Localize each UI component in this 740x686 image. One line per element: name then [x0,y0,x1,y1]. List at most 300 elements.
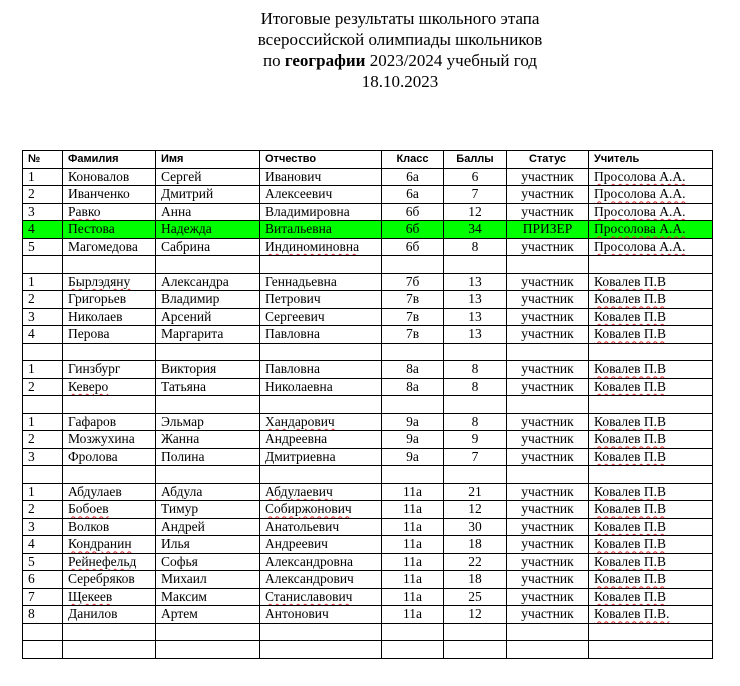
cell-status [507,466,589,484]
cell-score: 21 [444,483,507,501]
cell-patronymic [260,623,382,641]
cell-text: Ковалев П.В. [594,606,670,622]
cell-patronymic [260,466,382,484]
cell-teacher [589,221,713,239]
cell-number: 5 [23,238,63,256]
table-row [23,413,713,431]
cell-surname [63,588,156,606]
cell-status: участник [507,501,589,519]
cell-number: 2 [23,378,63,396]
cell-teacher [589,553,713,571]
cell-score: 13 [444,273,507,291]
cell-status: участник [507,518,589,536]
cell-teacher [589,343,713,361]
cell-surname [63,536,156,554]
cell-grade [382,623,444,641]
cell-grade [382,641,444,659]
cell-text: Ковалев П.В [594,308,666,324]
cell-patronymic: Александровна [260,553,382,571]
cell-teacher [589,606,713,624]
cell-status: участник [507,553,589,571]
cell-status: участник [507,588,589,606]
cell-text: Ковалев П.В [594,291,666,307]
empty-row [23,623,713,641]
cell-text: Просолова А.А. [594,168,686,184]
cell-patronymic: Алексеевич [260,186,382,204]
cell-surname: Григорьев [63,291,156,309]
cell-patronymic: Витальевна [260,221,382,239]
cell-name: Владимир [156,291,260,309]
cell-text: Ковалев П.В [594,483,666,499]
cell-surname [63,641,156,659]
table-row [23,448,713,466]
cell-status [507,343,589,361]
cell-status: участник [507,571,589,589]
cell-grade [382,396,444,414]
cell-patronymic: Павловна [260,326,382,344]
cell-grade [382,466,444,484]
cell-text: Просолова А.А. [594,238,686,254]
cell-grade: 11а [382,518,444,536]
cell-grade: 11а [382,571,444,589]
cell-patronymic: Петрович [260,291,382,309]
table-row [23,553,713,571]
cell-text: Рейнефельд [68,553,137,569]
table-row [23,168,713,186]
cell-patronymic: Александрович [260,571,382,589]
cell-name: Татьяна [156,378,260,396]
empty-row [23,256,713,274]
cell-text: Щекеев [68,588,113,604]
cell-grade: 8а [382,378,444,396]
cell-number: 2 [23,501,63,519]
cell-surname: Фролова [63,448,156,466]
cell-teacher [589,308,713,326]
table-row [23,326,713,344]
cell-patronymic: Сергеевич [260,308,382,326]
cell-patronymic [260,396,382,414]
cell-status: участник [507,378,589,396]
cell-name: Александра [156,273,260,291]
cell-score: 30 [444,518,507,536]
cell-number: 4 [23,221,63,239]
cell-teacher [589,483,713,501]
cell-text: Ковалев П.В [594,431,666,447]
cell-grade: 11а [382,553,444,571]
cell-grade: 8а [382,361,444,379]
cell-number: 1 [23,273,63,291]
results-table [22,150,713,659]
cell-status: участник [507,483,589,501]
cell-surname [63,273,156,291]
cell-name: Артем [156,606,260,624]
table-row [23,221,713,239]
cell-surname: Магомедова [63,238,156,256]
header-status: Статус [507,151,589,169]
cell-status: участник [507,431,589,449]
cell-grade: 6а [382,186,444,204]
cell-name: Анна [156,203,260,221]
table-row [23,273,713,291]
cell-surname [63,343,156,361]
cell-name [156,396,260,414]
cell-text: Кондранин [68,536,132,552]
cell-teacher [589,571,713,589]
cell-score [444,623,507,641]
cell-surname [63,396,156,414]
cell-status: участник [507,186,589,204]
cell-status: участник [507,308,589,326]
cell-grade: 11а [382,501,444,519]
cell-teacher [589,641,713,659]
cell-grade: 11а [382,588,444,606]
empty-row [23,396,713,414]
cell-name: Михаил [156,571,260,589]
header-teacher: Учитель [589,151,713,169]
cell-name: Арсений [156,308,260,326]
cell-patronymic: Дмитриевна [260,448,382,466]
cell-text: Просолова А.А. [594,186,686,202]
cell-text: Ковалев П.В [594,571,666,587]
empty-row [23,466,713,484]
empty-row [23,641,713,659]
cell-surname [63,553,156,571]
cell-teacher [589,361,713,379]
cell-number [23,466,63,484]
header-patronymic: Отчество [260,151,382,169]
cell-text: Ковалев П.В [594,553,666,569]
cell-teacher [589,623,713,641]
cell-status: участник [507,326,589,344]
cell-surname: Гинзбург [63,361,156,379]
table-row [23,238,713,256]
cell-score: 8 [444,413,507,431]
cell-text: Ковалев П.В [594,326,666,342]
table-row [23,606,713,624]
cell-teacher [589,186,713,204]
cell-grade: 9а [382,431,444,449]
cell-patronymic: Павловна [260,361,382,379]
cell-number: 8 [23,606,63,624]
cell-patronymic: Андреевна [260,431,382,449]
cell-name [156,343,260,361]
cell-name [156,256,260,274]
table-row [23,186,713,204]
cell-name: Тимур [156,501,260,519]
title-line-3 [0,50,740,71]
cell-teacher [589,518,713,536]
cell-grade: 11а [382,536,444,554]
cell-number: 1 [23,483,63,501]
cell-number [23,343,63,361]
title-suffix: 2023/2024 учебный год [365,51,537,70]
cell-name: Илья [156,536,260,554]
table-row [23,308,713,326]
cell-name: Сабрина [156,238,260,256]
cell-text: Просолова А.А. [594,203,686,219]
results-body [23,168,713,658]
cell-score: 12 [444,501,507,519]
cell-score: 7 [444,186,507,204]
cell-surname [63,501,156,519]
cell-name: Максим [156,588,260,606]
cell-text: Хандарович [265,413,335,429]
table-row [23,361,713,379]
cell-teacher [589,501,713,519]
cell-grade: 7б [382,273,444,291]
cell-score: 8 [444,238,507,256]
cell-text: Собиржонович [265,501,352,517]
cell-surname [63,378,156,396]
cell-status: участник [507,238,589,256]
header-score: Баллы [444,151,507,169]
cell-teacher [589,326,713,344]
header-row [23,151,713,169]
cell-name [156,466,260,484]
table-row [23,501,713,519]
table-row [23,518,713,536]
cell-text: Ковалев П.В [594,273,666,289]
cell-teacher [589,413,713,431]
cell-grade: 6б [382,203,444,221]
cell-grade: 6а [382,168,444,186]
cell-name: Абдула [156,483,260,501]
cell-text: Ковалев П.В [594,361,666,377]
cell-text: Просолова А.А. [594,221,686,237]
cell-teacher [589,256,713,274]
cell-score: 18 [444,571,507,589]
cell-score: 22 [444,553,507,571]
title-line-2: всероссийской олимпиады школьников [257,30,543,49]
header-number: № [23,151,63,169]
cell-name [156,623,260,641]
cell-number: 3 [23,518,63,536]
title-line-1: Итоговые результаты школьного этапа [260,9,540,28]
cell-number [23,396,63,414]
cell-grade: 7в [382,308,444,326]
cell-patronymic: Анатольевич [260,518,382,536]
cell-patronymic [260,256,382,274]
cell-teacher [589,273,713,291]
cell-name: Полина [156,448,260,466]
cell-text: Абдулаевич [265,483,333,499]
cell-name: Виктория [156,361,260,379]
cell-number: 5 [23,553,63,571]
cell-surname: Перова [63,326,156,344]
cell-status [507,641,589,659]
cell-grade: 11а [382,606,444,624]
cell-surname [63,256,156,274]
cell-teacher [589,168,713,186]
cell-number: 4 [23,536,63,554]
cell-patronymic: Николаевна [260,378,382,396]
cell-text: Ковалев П.В [594,378,666,394]
table-row [23,483,713,501]
cell-patronymic [260,343,382,361]
cell-text: Ковалев П.В [594,501,666,517]
cell-score [444,641,507,659]
cell-surname: Николаев [63,308,156,326]
header-name: Имя [156,151,260,169]
cell-surname: Иванченко [63,186,156,204]
cell-score: 13 [444,308,507,326]
cell-number: 2 [23,291,63,309]
cell-surname [63,203,156,221]
cell-number: 1 [23,168,63,186]
cell-score: 6 [444,168,507,186]
cell-text: Индиноминовна [265,238,360,254]
cell-patronymic: Владимировна [260,203,382,221]
cell-name: Эльмар [156,413,260,431]
table-row [23,291,713,309]
cell-grade: 7в [382,326,444,344]
cell-status: участник [507,291,589,309]
cell-grade: 9а [382,448,444,466]
cell-patronymic [260,641,382,659]
cell-grade: 6б [382,238,444,256]
cell-number: 2 [23,431,63,449]
cell-teacher [589,588,713,606]
cell-surname: Абдулаев [63,483,156,501]
cell-teacher [589,466,713,484]
cell-status: участник [507,413,589,431]
cell-surname [63,466,156,484]
cell-text: Ковалев П.В [594,448,666,464]
cell-number: 3 [23,308,63,326]
cell-score: 34 [444,221,507,239]
cell-teacher [589,238,713,256]
cell-score [444,256,507,274]
cell-number: 1 [23,413,63,431]
cell-score: 8 [444,361,507,379]
cell-status: участник [507,168,589,186]
empty-row [23,343,713,361]
cell-patronymic [260,483,382,501]
cell-text: Ковалев П.В [594,588,666,604]
cell-number: 3 [23,203,63,221]
title-date: 18.10.2023 [361,72,439,91]
cell-status: участник [507,536,589,554]
cell-number: 6 [23,571,63,589]
table-row [23,431,713,449]
cell-score: 9 [444,431,507,449]
cell-number: 7 [23,588,63,606]
cell-grade: 9а [382,413,444,431]
cell-teacher [589,396,713,414]
cell-grade: 7в [382,291,444,309]
cell-status [507,623,589,641]
cell-text: Бырлэдяну [68,273,131,289]
cell-score: 18 [444,536,507,554]
cell-text: Ковалев П.В [594,536,666,552]
cell-status [507,256,589,274]
cell-score: 12 [444,606,507,624]
cell-score: 13 [444,326,507,344]
cell-teacher [589,378,713,396]
cell-surname: Мозжухина [63,431,156,449]
cell-name: Жанна [156,431,260,449]
cell-score [444,343,507,361]
cell-patronymic: Андреевич [260,536,382,554]
cell-surname: Коновалов [63,168,156,186]
cell-name: Надежда [156,221,260,239]
cell-teacher [589,431,713,449]
cell-status: участник [507,273,589,291]
cell-surname: Гафаров [63,413,156,431]
cell-text: Станиславович [265,588,353,604]
cell-status: участник [507,448,589,466]
header-surname: Фамилия [63,151,156,169]
cell-score: 12 [444,203,507,221]
cell-score: 8 [444,378,507,396]
cell-name: Дмитрий [156,186,260,204]
cell-score [444,396,507,414]
cell-text: Ковалев П.В [594,413,666,429]
cell-teacher [589,448,713,466]
cell-name [156,641,260,659]
cell-teacher [589,291,713,309]
cell-surname: Пестова [63,221,156,239]
title-subject: географии [284,51,366,70]
cell-surname [63,623,156,641]
table-row [23,588,713,606]
cell-patronymic [260,238,382,256]
cell-patronymic: Иванович [260,168,382,186]
cell-surname: Серебряков [63,571,156,589]
cell-name: Софья [156,553,260,571]
cell-patronymic [260,413,382,431]
table-row [23,203,713,221]
cell-number [23,641,63,659]
cell-number: 3 [23,448,63,466]
cell-text: Кеверо [68,378,109,394]
cell-text: Ковалев П.В [594,518,666,534]
cell-patronymic [260,501,382,519]
cell-score: 13 [444,291,507,309]
cell-status: участник [507,361,589,379]
table-row [23,571,713,589]
cell-grade: 6б [382,221,444,239]
header-grade: Класс [382,151,444,169]
document-title [0,8,740,92]
cell-score: 25 [444,588,507,606]
cell-patronymic [260,588,382,606]
cell-status: участник [507,203,589,221]
cell-name: Андрей [156,518,260,536]
cell-name: Сергей [156,168,260,186]
cell-status: участник [507,606,589,624]
cell-grade [382,343,444,361]
cell-status: ПРИЗЕР [507,221,589,239]
cell-text: Равко [68,203,101,219]
cell-score [444,466,507,484]
cell-name: Маргарита [156,326,260,344]
cell-number [23,623,63,641]
cell-number [23,256,63,274]
cell-status [507,396,589,414]
cell-number: 1 [23,361,63,379]
table-row [23,378,713,396]
cell-number: 2 [23,186,63,204]
cell-score: 7 [444,448,507,466]
cell-grade: 11а [382,483,444,501]
cell-text: Бобоев [68,501,109,517]
cell-teacher [589,203,713,221]
cell-patronymic: Антонович [260,606,382,624]
cell-surname: Данилов [63,606,156,624]
table-row [23,536,713,554]
cell-surname: Волков [63,518,156,536]
